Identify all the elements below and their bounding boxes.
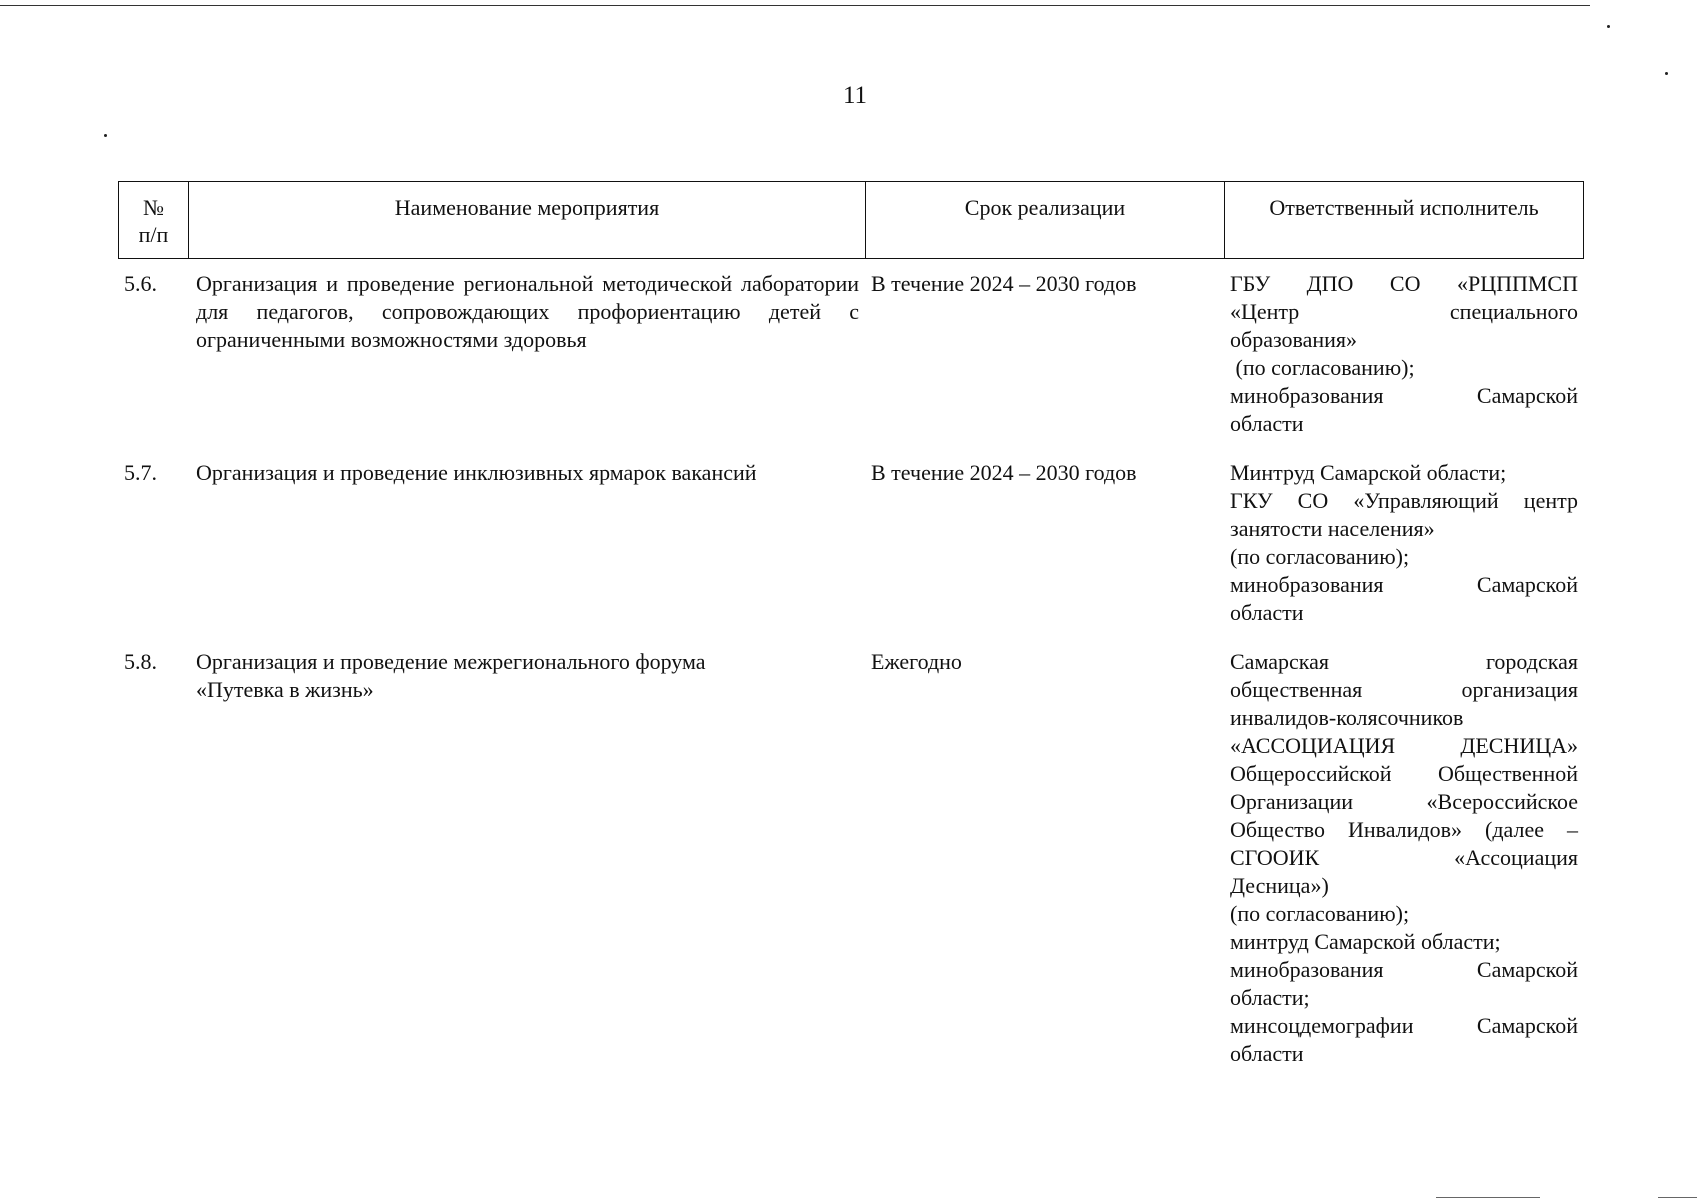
- responsible-line: (по согласованию);: [1230, 901, 1410, 926]
- responsible-line: общественная организация: [1230, 677, 1578, 702]
- responsible-line: образования»: [1230, 327, 1358, 352]
- scan-speck: [1665, 72, 1668, 75]
- row-responsible: [1224, 459, 1584, 627]
- row-responsible: [1224, 648, 1584, 1068]
- responsible-line: инвалидов-колясочников: [1230, 705, 1464, 730]
- responsible-line: области: [1230, 1041, 1304, 1066]
- row-term: Ежегодно: [871, 649, 962, 674]
- responsible-line: минобразования Самарской: [1230, 957, 1578, 982]
- row-responsible: [1224, 270, 1584, 438]
- row-number: 5.6.: [124, 271, 157, 296]
- header-responsible: Ответственный исполнитель: [1269, 195, 1539, 220]
- row-term: В течение 2024 – 2030 годов: [871, 460, 1137, 485]
- scan-speck: [104, 134, 107, 137]
- top-rule: [0, 5, 1590, 6]
- responsible-line: (по согласованию);: [1230, 544, 1410, 569]
- row-activity-name: Организация и проведение инклюзивных ярмарок вакансий: [196, 460, 757, 485]
- corner-rule: [1436, 1197, 1540, 1198]
- responsible-line: области: [1230, 600, 1304, 625]
- responsible-line: Общество Инвалидов» (далее –: [1230, 817, 1578, 842]
- header-term: Срок реализации: [866, 182, 1225, 258]
- table-row: [118, 648, 1584, 1068]
- responsible-line: области;: [1230, 985, 1310, 1010]
- header-num: № п/п: [119, 182, 189, 258]
- responsible-line: Десница»): [1230, 873, 1329, 898]
- row-activity-name: Организация и проведение региональной методической лаборатории для педагогов, сопровождающих профориентацию детей с ограниченными возможностями здоровья: [196, 271, 859, 352]
- page-number: 11: [842, 82, 868, 109]
- responsible-line: минобразования Самарской: [1230, 572, 1578, 597]
- responsible-line: Организации «Всероссийское: [1230, 789, 1578, 814]
- responsible-line: ГБУ ДПО СО «РЦППМСП: [1230, 271, 1578, 296]
- responsible-line: Общероссийской Общественной: [1230, 761, 1578, 786]
- responsible-line: минсоцдемографии Самарской: [1230, 1013, 1578, 1038]
- table-row: [118, 270, 1584, 438]
- table-header: [118, 181, 1584, 259]
- responsible-line: области: [1230, 411, 1304, 436]
- row-number: 5.7.: [124, 460, 157, 485]
- responsible-line: Минтруд Самарской области;: [1230, 460, 1507, 485]
- row-term: В течение 2024 – 2030 годов: [871, 271, 1137, 296]
- responsible-line: СГООИК «Ассоциация: [1230, 845, 1578, 870]
- header-name: Наименование мероприятия: [189, 182, 866, 258]
- responsible-line: занятости населения»: [1230, 516, 1435, 541]
- table-row: [118, 459, 1584, 627]
- row-number: 5.8.: [124, 649, 157, 674]
- row-activity-name: Организация и проведение межрегионального форума «Путевка в жизнь»: [196, 649, 706, 702]
- responsible-line: ГКУ СО «Управляющий центр: [1230, 488, 1578, 513]
- responsible-line: (по согласованию);: [1230, 355, 1415, 380]
- corner-rule: [1658, 1197, 1697, 1198]
- responsible-line: минтруд Самарской области;: [1230, 929, 1501, 954]
- responsible-line: минобразования Самарской: [1230, 383, 1578, 408]
- responsible-line: «Центр специального: [1230, 299, 1578, 324]
- responsible-line: «АССОЦИАЦИЯ ДЕСНИЦА»: [1230, 733, 1578, 758]
- scan-speck: [1607, 25, 1610, 28]
- responsible-line: Самарская городская: [1230, 649, 1578, 674]
